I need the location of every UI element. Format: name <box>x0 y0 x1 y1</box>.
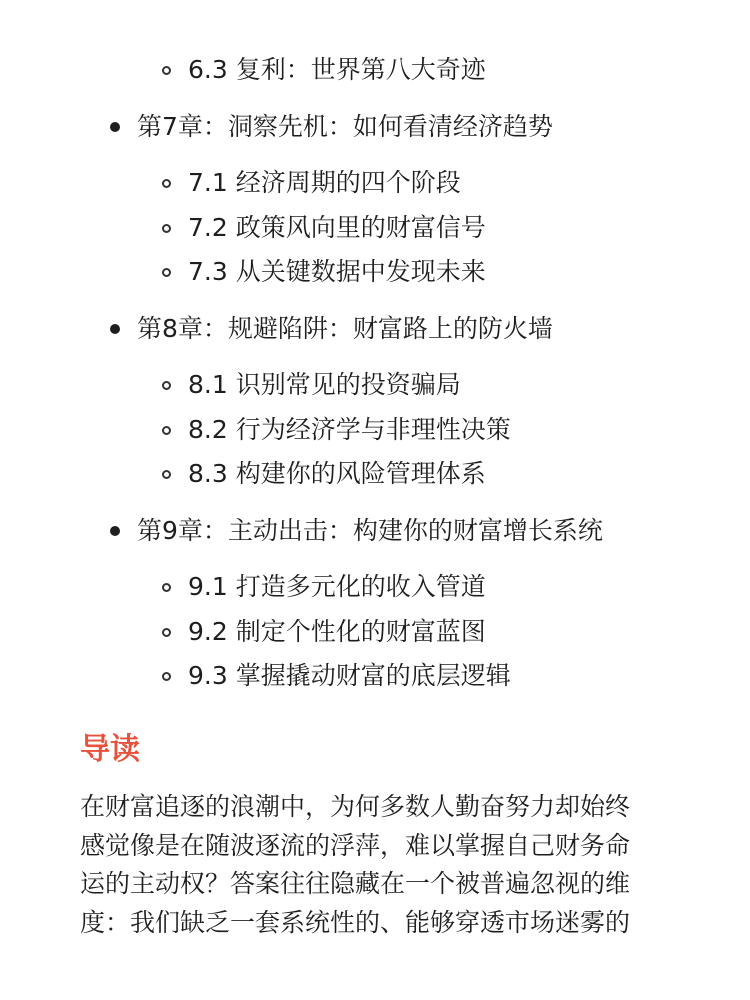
toc-chapter-label: 第8章：规避陷阱：财富路上的防火墙 <box>137 314 553 343</box>
toc-chapter-9 <box>110 514 603 548</box>
toc-item-label: 7.1 经济周期的四个阶段 <box>188 168 461 197</box>
toc-item-8-2 <box>162 413 511 447</box>
toc-chapter-label: 第7章：洞察先机：如何看清经济趋势 <box>137 112 553 141</box>
solid-bullet-icon <box>110 526 120 536</box>
intro-line: 感觉像是在随波逐流的浮萍，难以掌握自己财务命 <box>80 830 631 860</box>
solid-bullet-icon <box>110 324 120 334</box>
hollow-bullet-icon <box>162 583 171 592</box>
toc-item-label: 6.3 复利：世界第八大奇迹 <box>188 55 486 84</box>
solid-bullet-icon <box>110 122 120 132</box>
toc-item-label: 9.1 打造多元化的收入管道 <box>188 572 486 601</box>
toc-item-label: 7.2 政策风向里的财富信号 <box>188 213 486 242</box>
toc-item-label: 9.3 掌握撬动财富的底层逻辑 <box>188 661 511 690</box>
toc-item-label: 9.2 制定个性化的财富蓝图 <box>188 617 486 646</box>
toc-item-8-3 <box>162 457 486 491</box>
toc-item-9-3 <box>162 659 511 693</box>
hollow-bullet-icon <box>162 66 171 75</box>
intro-line: 运的主动权？答案往往隐藏在一个被普遍忽视的维 <box>80 869 631 898</box>
toc-item-label: 8.1 识别常见的投资骗局 <box>188 370 461 399</box>
intro-heading: 导读 <box>80 732 140 767</box>
toc-chapter-7 <box>110 110 553 144</box>
hollow-bullet-icon <box>162 381 171 390</box>
hollow-bullet-icon <box>162 224 171 233</box>
toc-item-9-1 <box>162 570 486 604</box>
toc-item-label: 7.3 从关键数据中发现未来 <box>188 257 486 286</box>
toc-item-6-3 <box>162 53 486 87</box>
intro-paragraph <box>80 788 680 942</box>
hollow-bullet-icon <box>162 268 171 277</box>
toc-chapter-label: 第9章：主动出击：构建你的财富增长系统 <box>137 516 603 545</box>
toc-item-7-2 <box>162 211 486 245</box>
toc-item-8-1 <box>162 368 461 402</box>
hollow-bullet-icon <box>162 672 171 681</box>
hollow-bullet-icon <box>162 470 171 479</box>
hollow-bullet-icon <box>162 628 171 637</box>
toc-item-9-2 <box>162 615 486 649</box>
intro-line: 在财富追逐的浪潮中，为何多数人勤奋努力却始终 <box>80 792 631 821</box>
toc-item-7-1 <box>162 166 461 200</box>
toc-item-label: 8.3 构建你的风险管理体系 <box>188 459 486 488</box>
hollow-bullet-icon <box>162 426 171 435</box>
toc-chapter-8 <box>110 312 553 346</box>
intro-line: 度：我们缺乏一套系统性的、能够穿透市场迷雾的 <box>80 907 631 937</box>
toc-item-label: 8.2 行为经济学与非理性决策 <box>188 415 511 444</box>
hollow-bullet-icon <box>162 179 171 188</box>
toc-item-7-3 <box>162 255 486 289</box>
